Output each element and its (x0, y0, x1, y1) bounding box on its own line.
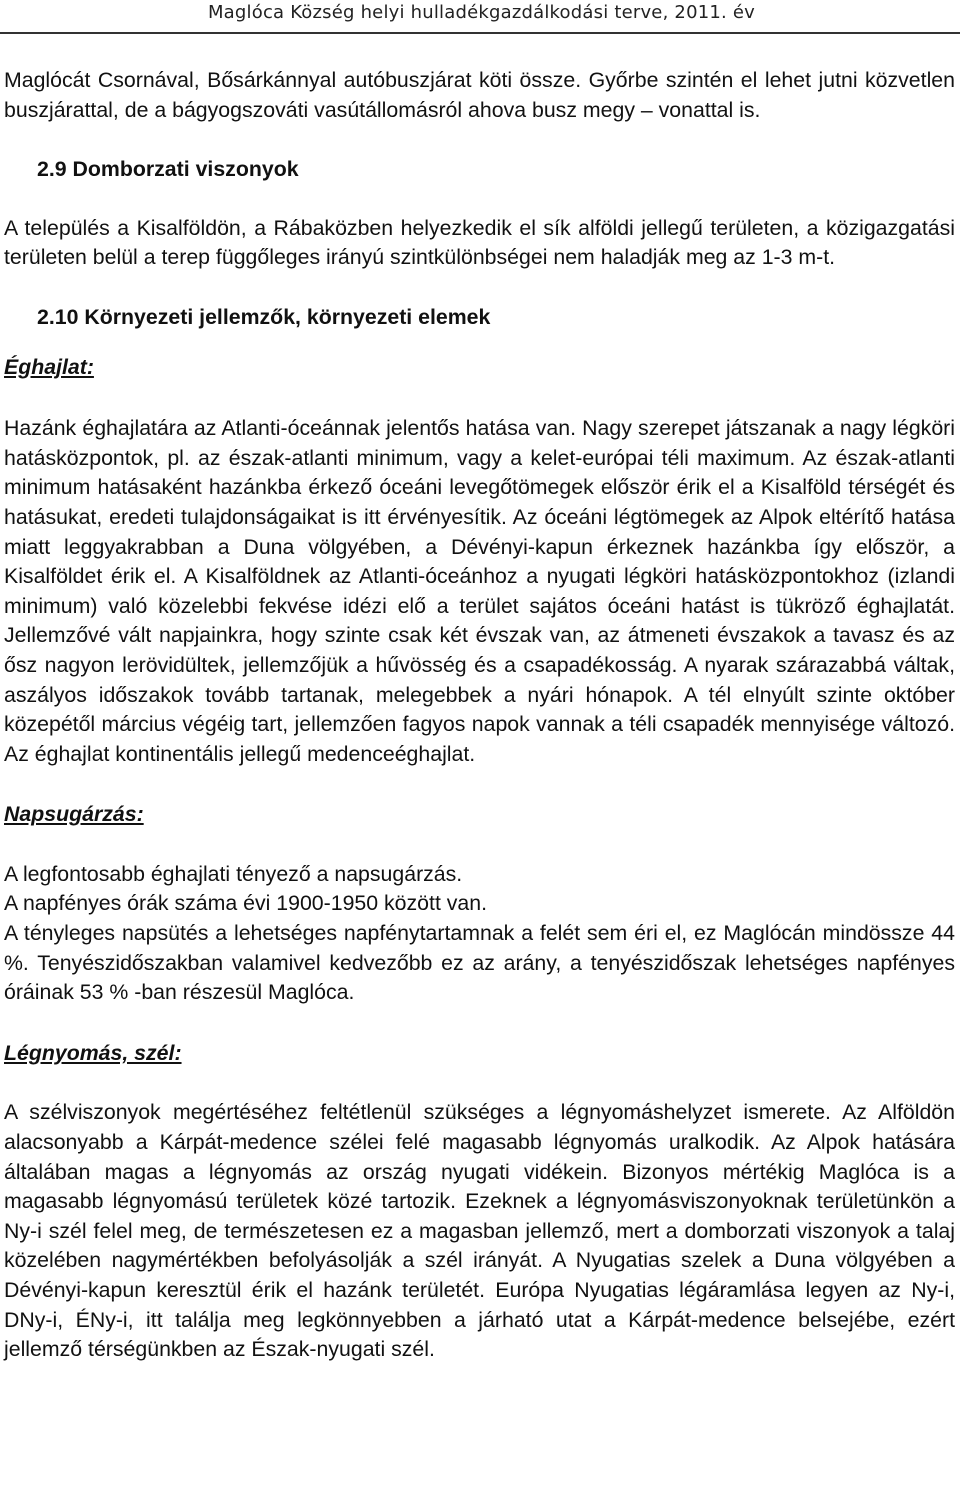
sunshine-line-1: A legfontosabb éghajlati tényező a napsugárzás. (4, 861, 463, 886)
running-header: Maglóca Község helyi hulladékgazdálkodási terve, 2011. év (207, 2, 755, 23)
sunshine-paragraph: A tényleges napsütés a lehetséges napfénytartamnak a felét sem éri el, ez Maglócán mindössze 44 %. Tenyészidőszakban valamivel kedvezőbb ez az arány, a tenyészidőszak lehetséges napfényes óráinak 53 % -ban részesül Maglóca. (4, 921, 955, 1005)
sunshine-subheading: Napsugárzás: (4, 802, 144, 827)
pressure-wind-paragraph: A szélviszonyok megértéséhez feltétlenül szükséges a légnyomáshelyzet ismerete. Az Alföldön alacsonyabb a Kárpát-medence szélei felé magasabb légnyomás uralkodik. Az Alpok hatására általában magas a légnyomás az ország nyugati vidékein. Bizonyos mértékig Maglóca is a magasabb légnyomású területek közé tartozik. Ezeknek a légnyomásviszonyoknak területünkön a Ny-i szél felel meg, de természetesen ez a magasban jellemző, mert a domborzati viszonyok a talaj közelében nagymértékben befolyásolják a szél irányát. A Nyugatias szelek a Duna völgyében a Dévényi-kapun keresztül érik el hazánk területét. Európa Nyugatias légáramlása legyen az Ny-i, DNy-i, ÉNy-i, itt találja meg legkönnyebben a járható utat a Kárpát-medence belsejébe, ezért jellemző térségünkben az Észak-nyugati szél. (4, 1100, 955, 1362)
header-divider (0, 32, 960, 34)
section-heading-2-10: 2.10 Környezeti jellemzők, környezeti elemek (37, 304, 491, 329)
sunshine-line-2: A napfényes órák száma évi 1900-1950 között van. (4, 891, 488, 916)
section-heading-2-9: 2.9 Domborzati viszonyok (37, 157, 299, 182)
document-body (4, 66, 955, 1365)
relief-paragraph: A település a Kisalföldön, a Rábaközben helyezkedik el sík alföldi jellegű területen, a közigazgatási területen belül a terep függőleges irányú szintkülönbségei nem haladják meg az 1-3 m-t. (4, 215, 955, 270)
pressure-wind-subheading: Légnyomás, szél: (4, 1040, 182, 1065)
climate-paragraph: Hazánk éghajlatára az Atlanti-óceánnak jelentős hatása van. Nagy szerepet játszanak a nagy légköri hatásközpontok, pl. az észak-atlanti minimum, vagy a kelet-európai téli maximum. Az észak-atlanti minimum hatásaként hazánkba érkező óceáni levegőtömegek először érik el a Kisalföld térségét és hatásukat, eredeti tulajdonságaikat is itt érvényesítik. Az óceáni légtömegek az Alpok eltérítő hatása miatt leggyakrabban a Duna völgyében, a Dévényi-kapun érkeznek hazánkba így először, a Kisalföldet érik el. A Kisalföldnek az Atlanti-óceánhoz a nyugati légköri hatásközpontokhoz (izlandi minimum) való közelebbi fekvése idézi elő a terület sajátos óceáni hatást is tükröző éghajlatát. Jellemzővé vált napjainkra, hogy szinte csak két évszak van, az átmeneti évszakok a tavasz és az ősz nagyon lerövidültek, jellemzőjük a hűvösség és a csapadékosság. A nyarak szárazabbá váltak, aszályos időszakok tovább tartanak, melegebbek a nyári hónapok. A tél elnyúlt szinte október közepétől március végéig tart, jellemzően fagyos napok vannak a téli csapadék mennyisége változó. Az éghajlat kontinentális jellegű medenceéghajlat. (4, 416, 955, 766)
intro-paragraph: Maglócát Csornával, Bősárkánnyal autóbuszjárat köti össze. Győrbe szintén el lehet jutni közvetlen buszjárattal, de a bágyogszováti vasútállomásról ahova busz megy – vonattal is. (4, 68, 955, 122)
climate-subheading: Éghajlat: (4, 354, 94, 379)
